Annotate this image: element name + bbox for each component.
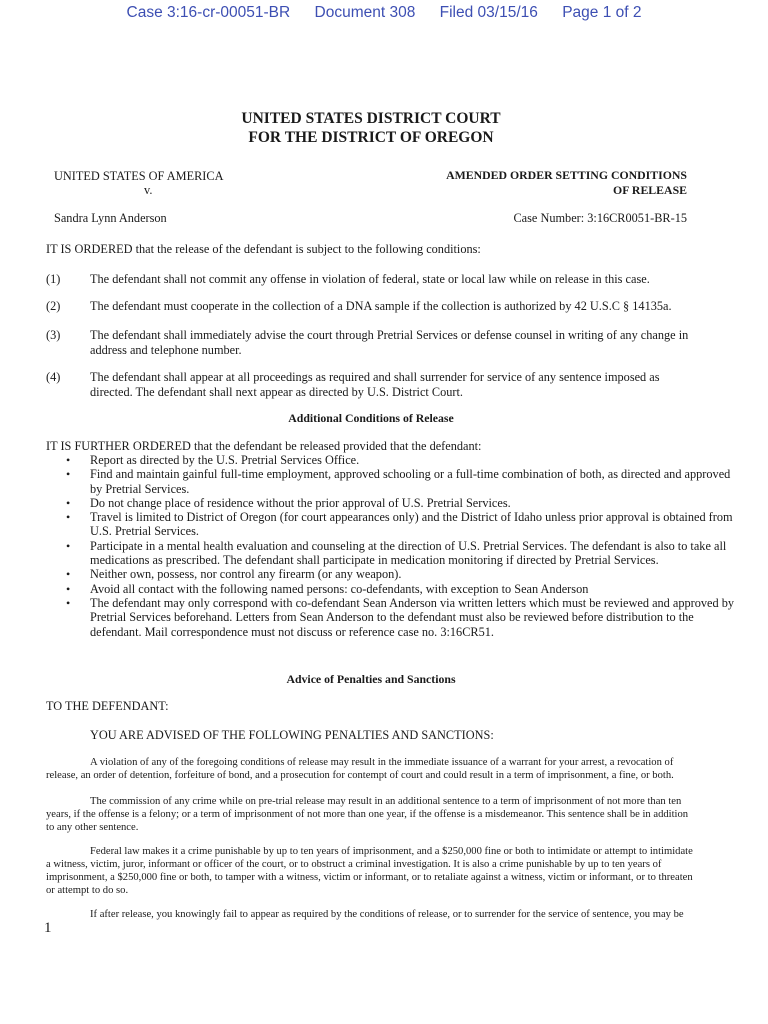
order-title-line2: OF RELEASE [613, 182, 687, 197]
advised-statement: YOU ARE ADVISED OF THE FOLLOWING PENALTIES AND SANCTIONS: [90, 728, 494, 742]
order-title [360, 168, 687, 197]
case-number: Case Number: 3:16CR0051-BR-15 [513, 211, 687, 225]
order-title-line1: AMENDED ORDER SETTING CONDITIONS [446, 168, 687, 182]
additional-conditions-heading: Additional Conditions of Release [288, 411, 454, 425]
condition-number: (3) [46, 328, 61, 342]
filing-header-stamp [0, 4, 768, 22]
list-item: • Avoid all contact with the following named persons: co-defendants, with exception to Sean Anderson [90, 582, 744, 596]
court-title-line2: FOR THE DISTRICT OF OREGON [248, 129, 494, 146]
penalties-heading: Advice of Penalties and Sanctions [286, 672, 456, 686]
condition-text: The defendant shall appear at all proceedings as required and shall surrender for service of any sentence imposed as directed. The defendant shall next appear as directed by U.S. District Court. [90, 370, 660, 399]
list-item: • Neither own, possess, nor control any firearm (or any weapon). [90, 567, 744, 581]
list-item: • Do not change place of residence without the prior approval of U.S. Pretrial Services. [90, 496, 744, 510]
order-intro: IT IS ORDERED that the release of the defendant is subject to the following conditions: [46, 242, 481, 256]
case-id: Case 3:16-cr-00051-BR [126, 4, 291, 21]
court-title-line1: UNITED STATES DISTRICT COURT [241, 110, 501, 127]
additional-conditions-list [46, 453, 744, 639]
penalty-paragraph: The commission of any crime while on pre-trial release may result in an additional sentence to a term of imprisonment of not more than ten years, if the offense is a felony; or a term of imprisonment of not more than one year, if the offense is a misdemeanor. This sentence shall be in addition to any other sentence. [46, 796, 689, 833]
condition-number: (1) [46, 272, 61, 286]
page-number: 1 [44, 920, 52, 936]
defendant-name: Sandra Lynn Anderson [54, 211, 167, 225]
further-order-intro: IT IS FURTHER ORDERED that the defendant be released provided that the defendant: [46, 439, 482, 453]
page-indicator: Page 1 of 2 [562, 4, 642, 21]
penalty-paragraph: A violation of any of the foregoing conditions of release may result in the immediate issuance of a warrant for your arrest, a revocation of release, an order of detention, forfeiture of bond, and a prosecution for contempt of court and could result in a term of imprisonment, a fine, or both. [46, 757, 674, 781]
penalty-paragraph: Federal law makes it a crime punishable by up to ten years of imprisonment, and a $250,000 fine or both to intimidate or attempt to intimidate a witness, victim, juror, informant or officer of the court, or to obstruct a criminal investigation. It is also a crime punishable by up to ten years of imprisonment, a $250,000 fine or both, to tamper with a witness, victim or informant, or to retaliate against a witness, victim or informant, or to threaten or attempt to do so. [46, 846, 693, 896]
condition-number: (4) [46, 370, 61, 384]
list-item: • Participate in a mental health evaluation and counseling at the direction of U.S. Pretrial Services. The defendant is also to take all medications as prescribed. The defendant shall participate in medication monitoring if directed by Pretrial Services. [90, 539, 744, 568]
condition-text: The defendant must cooperate in the collection of a DNA sample if the collection is authorized by 42 U.S.C § 14135a. [90, 299, 672, 313]
list-item: • The defendant may only correspond with co-defendant Sean Anderson via written letters which must be reviewed and approved by Pretrial Services beforehand. Letters from Sean Anderson to the defendant must also be reviewed before distribution to the defendant. Mail correspondence must not discuss or reference case no. 3:16CR51. [90, 596, 744, 639]
condition-number: (2) [46, 299, 61, 313]
penalty-paragraph: If after release, you knowingly fail to appear as required by the conditions of release, or to surrender for the service of sentence, you may be [90, 909, 684, 920]
to-defendant: TO THE DEFENDANT: [46, 699, 169, 713]
list-item: • Find and maintain gainful full-time employment, approved schooling or a full-time combination of both, as directed and approved by Pretrial Services. [90, 467, 744, 496]
list-item: • Report as directed by the U.S. Pretrial Services Office. [90, 453, 744, 467]
filed-date: Filed 03/15/16 [439, 4, 538, 21]
condition-text: The defendant shall immediately advise the court through Pretrial Services or defense counsel in writing of any change in address and telephone number. [90, 328, 689, 357]
versus: v. [144, 183, 153, 197]
court-title [0, 109, 742, 147]
document-number: Document 308 [314, 4, 416, 21]
plaintiff-name: UNITED STATES OF AMERICA [54, 169, 224, 183]
list-item: • Travel is limited to District of Oregon (for court appearances only) and the District of Idaho unless prior approval is obtained from U.S. Pretrial Services. [90, 510, 744, 539]
condition-text: The defendant shall not commit any offense in violation of federal, state or local law while on release in this case. [90, 272, 650, 286]
